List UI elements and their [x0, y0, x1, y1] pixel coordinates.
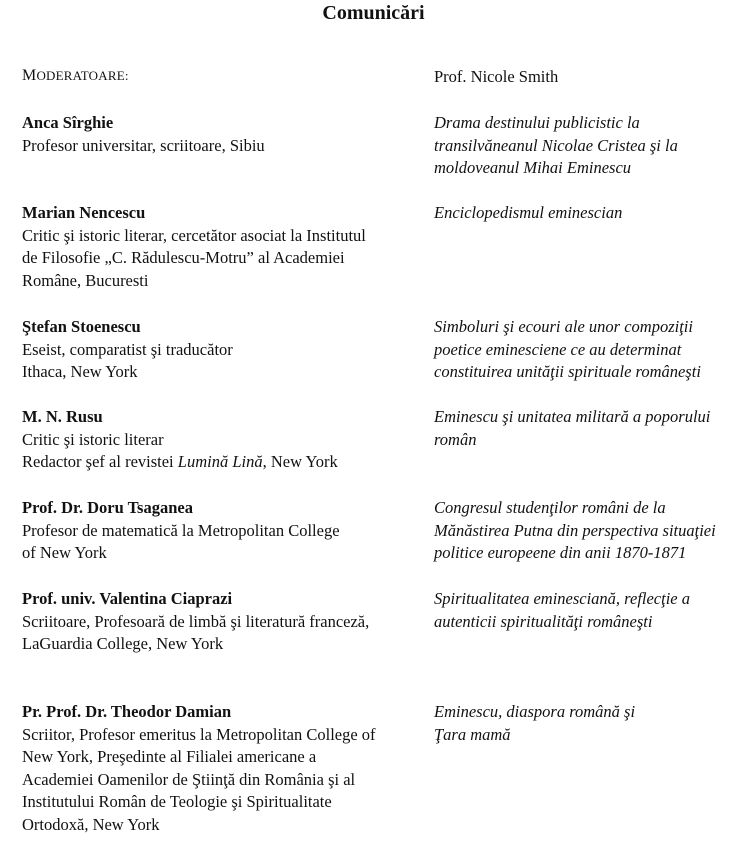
- talk-title: [434, 202, 734, 225]
- speaker-detail: New York, Preşedinte al Filialei americane a: [22, 747, 317, 767]
- speaker-detail: Eseist, comparatist şi traducător: [22, 339, 233, 359]
- talk-title-line: Drama destinului publicistic la: [434, 113, 640, 132]
- speaker-detail: Ithaca, New York: [22, 362, 138, 382]
- talk-title-line: român: [434, 429, 477, 449]
- talk-title: [434, 112, 734, 180]
- speaker-detail: Critic şi istoric literar, cercetător asociat la Institutul: [22, 225, 366, 245]
- speaker-detail: Academiei Oamenilor de Ştiinţă din România şi al: [22, 769, 356, 789]
- talk-title-line: Congresul studenţilor români de la: [434, 498, 666, 517]
- talk-title: [434, 406, 734, 451]
- talk-title: [434, 316, 734, 384]
- speaker-name: Pr. Prof. Dr. Theodor Damian: [22, 702, 232, 721]
- speaker-detail: Institutului Român de Teologie şi Spiritualitate: [22, 792, 332, 812]
- speaker-detail-mixed: [22, 451, 422, 474]
- talk-title-line: Simboluri şi ecouri ale unor compoziţii: [434, 317, 693, 336]
- moderator-label-rest: ODERATOARE:: [36, 68, 129, 83]
- speaker-detail: of New York: [22, 543, 107, 563]
- moderator-label: [22, 67, 129, 85]
- speaker-name: Marian Nencescu: [22, 203, 146, 222]
- speaker-detail: Scriitoare, Profesoară de limbă şi literatură franceză,: [22, 611, 370, 631]
- talk-title-line: poetice eminesciene ce au determinat: [434, 339, 682, 359]
- talk-title-line: Eminescu, diaspora română şi: [434, 702, 636, 721]
- speaker-name: Prof. univ. Valentina Ciaprazi: [22, 589, 233, 608]
- speaker-name: Prof. Dr. Doru Tsaganea: [22, 498, 193, 517]
- speaker-name: Anca Sîrghie: [22, 113, 114, 132]
- talk-title: [434, 497, 734, 565]
- talk-title-line: constituirea unităţii spirituale româneşti: [434, 362, 701, 382]
- page-title: Comunicări: [322, 2, 425, 24]
- detail-text: Redactor şef al revistei: [22, 452, 178, 472]
- talk-title-line: moldoveanul Mihai Eminescu: [434, 158, 632, 178]
- talk-title-line: Spiritualitatea eminesciană, reflecţie a: [434, 589, 690, 608]
- moderator-label-initial: M: [22, 67, 37, 84]
- speaker-name: M. N. Rusu: [22, 407, 103, 426]
- speaker-detail: Profesor de matematică la Metropolitan College: [22, 520, 340, 540]
- speaker-detail: Profesor universitar, scriitoare, Sibiu: [22, 135, 265, 155]
- talk-title-line: autenticii spiritualităţi româneşti: [434, 611, 653, 631]
- speaker-detail: Scriitor, Profesor emeritus la Metropolitan College of: [22, 724, 376, 744]
- moderator-row: [22, 67, 722, 89]
- speaker-detail: Române, Bucuresti: [22, 270, 149, 290]
- detail-text: , New York: [262, 452, 338, 472]
- journal-title: Lumină Lină: [177, 452, 263, 472]
- speaker-info: [22, 701, 422, 837]
- speaker-info: [22, 588, 422, 656]
- speaker-info: [22, 406, 422, 474]
- speaker-detail: Critic şi istoric literar: [22, 429, 164, 449]
- talk-title-line: Mănăstirea Putna din perspectiva situaţiei: [434, 520, 716, 540]
- talk-title-line: politice europeene din anii 1870-1871: [434, 543, 687, 563]
- speaker-info: [22, 497, 422, 565]
- speaker-info: [22, 112, 422, 157]
- speaker-detail: de Filosofie „C. Rădulescu-Motru” al Academiei: [22, 248, 345, 268]
- speaker-info: [22, 316, 422, 384]
- speaker-detail: LaGuardia College, New York: [22, 634, 224, 654]
- talk-title-line: Enciclopedismul eminescian: [434, 203, 623, 222]
- moderator-name: Prof. Nicole Smith: [434, 67, 559, 86]
- speaker-info: [22, 202, 422, 292]
- talk-title: [434, 701, 734, 746]
- talk-title-line: Ţara mamă: [434, 724, 511, 744]
- speaker-detail: Ortodoxă, New York: [22, 814, 160, 834]
- talk-title: [434, 588, 734, 633]
- talk-title-line: Eminescu şi unitatea militară a poporului: [434, 407, 711, 426]
- speaker-name: Ştefan Stoenescu: [22, 317, 141, 336]
- talk-title-line: transilvăneanul Nicolae Cristea şi la: [434, 135, 678, 155]
